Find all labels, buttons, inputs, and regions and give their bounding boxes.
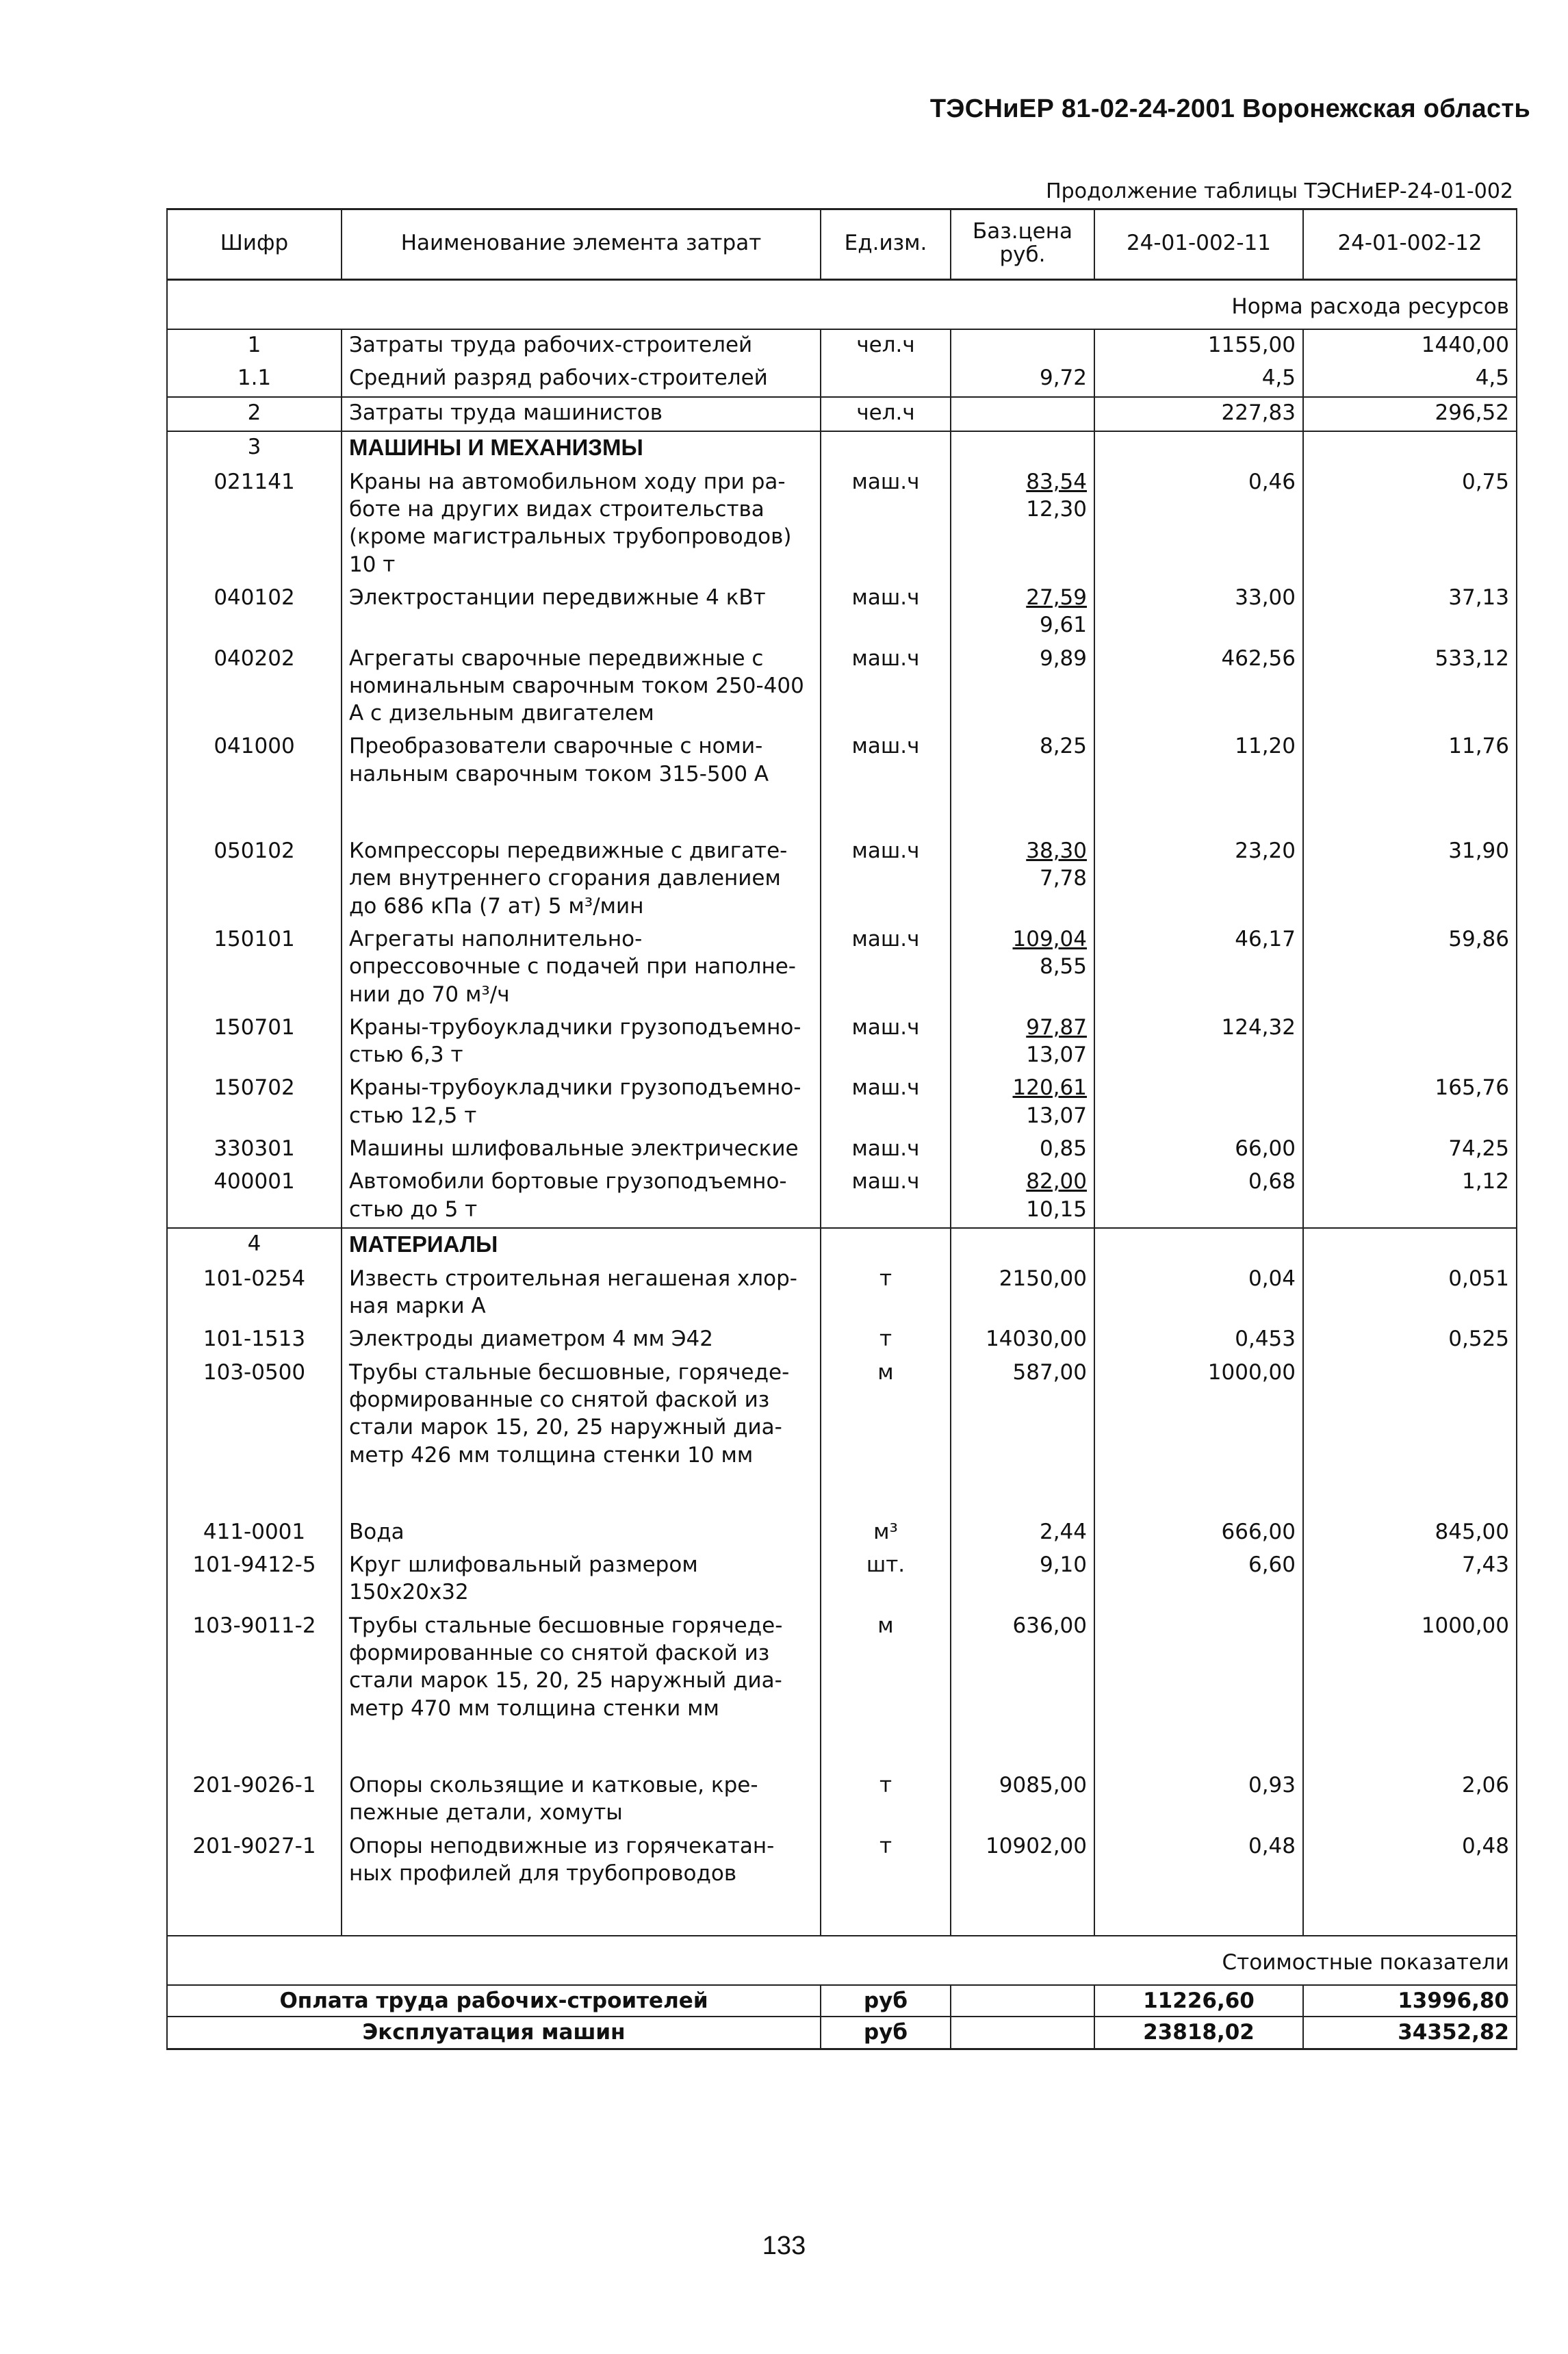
row-unit: маш.ч: [821, 836, 951, 924]
row-code: 400001: [167, 1166, 342, 1228]
machine-row: [167, 1012, 1517, 1073]
row-value-2: 1440,00: [1303, 329, 1517, 363]
band-norms-label: Норма расхода ресурсов: [167, 280, 1517, 330]
row-unit: м: [821, 1611, 951, 1770]
header-name: Наименование элемента затрат: [342, 209, 821, 280]
row-value-2: 4,5: [1303, 363, 1517, 396]
row-price: [951, 397, 1094, 431]
row-name: Краны на автомобильном ходу при ра- боте на других видах строительства (кроме магистральных трубопроводов) 10 т: [342, 467, 821, 583]
total-unit: руб: [821, 1985, 951, 2017]
machine-row: [167, 924, 1517, 1012]
row-price: 587,00: [951, 1357, 1094, 1517]
row-value-2: 1,12: [1303, 1166, 1517, 1228]
row-code: 103-9011-2: [167, 1611, 342, 1770]
material-row: [167, 1517, 1517, 1550]
row-price: [951, 583, 1094, 643]
row-name: Преобразователи сварочные с номи- нальным сварочным током 315-500 А: [342, 731, 821, 836]
labor-row: [167, 397, 1517, 431]
empty-cell: [1094, 431, 1303, 467]
material-row: [167, 1264, 1517, 1325]
material-row: [167, 1831, 1517, 1936]
header-unit: Ед.изм.: [821, 209, 951, 280]
machine-price: 97,87: [1026, 1014, 1087, 1040]
section-header-row: [167, 431, 1517, 467]
machine-row: [167, 1166, 1517, 1228]
row-value-1: 0,453: [1094, 1324, 1303, 1357]
machine-row: [167, 731, 1517, 836]
row-value-2: 1000,00: [1303, 1611, 1517, 1770]
row-price: 636,00: [951, 1611, 1094, 1770]
row-unit: т: [821, 1831, 951, 1936]
row-name: Известь строительная негашеная хлор- ная марки А: [342, 1264, 821, 1325]
row-value-2: 7,43: [1303, 1550, 1517, 1611]
row-code: 2: [167, 397, 342, 431]
row-name: Трубы стальные бесшовные, горячеде- формированные со снятой фаской из стали марок 15, 20, 25 наружный диа- метр 426 мм толщина стенки 10 мм: [342, 1357, 821, 1517]
row-value-1: 1155,00: [1094, 329, 1303, 363]
machine-price: 83,54: [1026, 469, 1087, 494]
total-row: [167, 2017, 1517, 2049]
row-value-2: 0,525: [1303, 1324, 1517, 1357]
section-number: 3: [167, 431, 342, 467]
section-number: 4: [167, 1228, 342, 1264]
section-header-row: [167, 1228, 1517, 1264]
band-costs: [167, 1936, 1517, 1985]
row-value-1: 0,46: [1094, 467, 1303, 583]
table-header-row: [167, 209, 1517, 280]
row-name: Агрегаты наполнительно- опрессовочные с подачей при наполне- нии до 70 м³/ч: [342, 924, 821, 1012]
row-price: 9,72: [951, 363, 1094, 396]
row-name: Краны-трубоукладчики грузоподъемно- стью 6,3 т: [342, 1012, 821, 1073]
row-price: [951, 643, 1094, 732]
row-code: 050102: [167, 836, 342, 924]
machine-row: [167, 467, 1517, 583]
row-price: 2150,00: [951, 1264, 1094, 1325]
row-value-1: 6,60: [1094, 1550, 1303, 1611]
total-value-2: 34352,82: [1303, 2017, 1517, 2049]
row-value-1: 0,48: [1094, 1831, 1303, 1936]
row-code: 040202: [167, 643, 342, 732]
row-unit: маш.ч: [821, 643, 951, 732]
row-price: [951, 1134, 1094, 1166]
machine-row: [167, 1073, 1517, 1134]
row-price: [951, 924, 1094, 1012]
row-value-2: 296,52: [1303, 397, 1517, 431]
row-name: Электроды диаметром 4 мм Э42: [342, 1324, 821, 1357]
row-value-1: [1094, 1073, 1303, 1134]
machine-operator-wage: 7,78: [1039, 866, 1087, 891]
material-row: [167, 1770, 1517, 1831]
total-row: [167, 1985, 1517, 2017]
machine-operator-wage: 9,61: [1039, 613, 1087, 638]
total-name: Оплата труда рабочих-строителей: [167, 1985, 821, 2017]
row-name: Трубы стальные бесшовные горячеде- формированные со снятой фаской из стали марок 15, 20, 25 наружный диа- метр 470 мм толщина стенки мм: [342, 1611, 821, 1770]
machine-operator-wage: 13,07: [1026, 1042, 1087, 1068]
total-value-2: 13996,80: [1303, 1985, 1517, 2017]
row-code: 150701: [167, 1012, 342, 1073]
row-value-2: 59,86: [1303, 924, 1517, 1012]
total-value-1: 11226,60: [1094, 1985, 1303, 2017]
row-price: 14030,00: [951, 1324, 1094, 1357]
header-code: Шифр: [167, 209, 342, 280]
row-code: 411-0001: [167, 1517, 342, 1550]
row-value-2: 533,12: [1303, 643, 1517, 732]
row-code: 150101: [167, 924, 342, 1012]
row-unit: маш.ч: [821, 1073, 951, 1134]
machine-row: [167, 836, 1517, 924]
row-value-2: 0,051: [1303, 1264, 1517, 1325]
row-value-1: 0,68: [1094, 1166, 1303, 1228]
row-value-2: 0,48: [1303, 1831, 1517, 1936]
empty-cell: [951, 1985, 1094, 2017]
row-value-1: 227,83: [1094, 397, 1303, 431]
row-value-1: 66,00: [1094, 1134, 1303, 1166]
row-value-2: 0,75: [1303, 467, 1517, 583]
row-value-1: 1000,00: [1094, 1357, 1303, 1517]
row-price: 2,44: [951, 1517, 1094, 1550]
empty-cell: [821, 431, 951, 467]
machine-price: 27,59: [1026, 585, 1087, 610]
row-name: Круг шлифовальный размером 150х20х32: [342, 1550, 821, 1611]
empty-cell: [821, 1228, 951, 1264]
row-price: 9085,00: [951, 1770, 1094, 1831]
band-norms: [167, 280, 1517, 330]
row-code: 1.1: [167, 363, 342, 396]
machine-price: 82,00: [1026, 1169, 1087, 1194]
machine-row: [167, 1134, 1517, 1166]
row-code: 1: [167, 329, 342, 363]
row-unit: маш.ч: [821, 467, 951, 583]
empty-cell: [951, 2017, 1094, 2049]
empty-cell: [1303, 1228, 1517, 1264]
row-unit: маш.ч: [821, 731, 951, 836]
machine-row: [167, 583, 1517, 643]
row-unit: м³: [821, 1517, 951, 1550]
row-code: 101-0254: [167, 1264, 342, 1325]
row-unit: маш.ч: [821, 583, 951, 643]
row-unit: [821, 363, 951, 396]
row-value-1: 23,20: [1094, 836, 1303, 924]
row-name: Агрегаты сварочные передвижные с номинальным сварочным током 250-400 А с дизельным двигателем: [342, 643, 821, 732]
row-unit: маш.ч: [821, 1134, 951, 1166]
machine-price: 9,89: [1039, 645, 1087, 671]
material-row: [167, 1611, 1517, 1770]
row-name: Краны-трубоукладчики грузоподъемно- стью 12,5 т: [342, 1073, 821, 1134]
empty-cell: [951, 1228, 1094, 1264]
empty-cell: [1094, 1228, 1303, 1264]
row-unit: чел.ч: [821, 329, 951, 363]
row-value-1: 46,17: [1094, 924, 1303, 1012]
row-unit: м: [821, 1357, 951, 1517]
row-unit: т: [821, 1770, 951, 1831]
row-name: Затраты труда машинистов: [342, 397, 821, 431]
row-unit: шт.: [821, 1550, 951, 1611]
machine-row: [167, 643, 1517, 732]
total-name: Эксплуатация машин: [167, 2017, 821, 2049]
row-name: Машины шлифовальные электрические: [342, 1134, 821, 1166]
row-price: [951, 836, 1094, 924]
row-value-1: 11,20: [1094, 731, 1303, 836]
machine-operator-wage: 10,15: [1026, 1197, 1087, 1222]
row-code: 150702: [167, 1073, 342, 1134]
row-name: Опоры неподвижные из горячекатан- ных профилей для трубопроводов: [342, 1831, 821, 1936]
empty-cell: [1303, 431, 1517, 467]
row-value-2: 11,76: [1303, 731, 1517, 836]
row-unit: маш.ч: [821, 924, 951, 1012]
row-code: 201-9027-1: [167, 1831, 342, 1936]
row-value-2: 2,06: [1303, 1770, 1517, 1831]
row-code: 101-9412-5: [167, 1550, 342, 1611]
row-value-1: 666,00: [1094, 1517, 1303, 1550]
row-name: Затраты труда рабочих-строителей: [342, 329, 821, 363]
row-price: [951, 329, 1094, 363]
row-value-1: 4,5: [1094, 363, 1303, 396]
row-price: [951, 1166, 1094, 1228]
labor-row: [167, 329, 1517, 363]
row-price: [951, 731, 1094, 836]
page-number: 133: [762, 2231, 806, 2260]
resource-norms-table: [166, 208, 1517, 2050]
machine-price: 8,25: [1039, 734, 1087, 759]
row-value-2: [1303, 1012, 1517, 1073]
row-unit: т: [821, 1324, 951, 1357]
band-costs-label: Стоимостные показатели: [167, 1936, 1517, 1985]
material-row: [167, 1550, 1517, 1611]
row-value-1: 0,04: [1094, 1264, 1303, 1325]
row-value-1: 0,93: [1094, 1770, 1303, 1831]
row-unit: маш.ч: [821, 1012, 951, 1073]
total-value-1: 23818,02: [1094, 2017, 1303, 2049]
row-value-1: 124,32: [1094, 1012, 1303, 1073]
header-price: Баз.цена руб.: [951, 209, 1094, 280]
row-code: 040102: [167, 583, 342, 643]
row-price: [951, 467, 1094, 583]
row-value-2: 165,76: [1303, 1073, 1517, 1134]
row-name: Электростанции передвижные 4 кВт: [342, 583, 821, 643]
row-name: Опоры скользящие и катковые, кре- пежные детали, хомуты: [342, 1770, 821, 1831]
row-code: 021141: [167, 467, 342, 583]
machine-price: 120,61: [1012, 1075, 1087, 1101]
section-title: МАТЕРИАЛЫ: [342, 1228, 821, 1264]
row-unit: маш.ч: [821, 1166, 951, 1228]
row-name: Средний разряд рабочих-строителей: [342, 363, 821, 396]
row-value-2: 74,25: [1303, 1134, 1517, 1166]
row-value-2: 31,90: [1303, 836, 1517, 924]
machine-price: 109,04: [1012, 926, 1087, 951]
row-value-2: 845,00: [1303, 1517, 1517, 1550]
row-value-2: 37,13: [1303, 583, 1517, 643]
machine-operator-wage: 8,55: [1039, 954, 1087, 980]
material-row: [167, 1357, 1517, 1517]
row-code: 201-9026-1: [167, 1770, 342, 1831]
labor-row: [167, 363, 1517, 396]
row-code: 103-0500: [167, 1357, 342, 1517]
row-price: 10902,00: [951, 1831, 1094, 1936]
row-price: [951, 1073, 1094, 1134]
row-value-2: [1303, 1357, 1517, 1517]
row-value-1: 33,00: [1094, 583, 1303, 643]
total-unit: руб: [821, 2017, 951, 2049]
row-name: Компрессоры передвижные с двигате- лем внутреннего сгорания давлением до 686 кПа (7 ат) 5 м³/мин: [342, 836, 821, 924]
material-row: [167, 1324, 1517, 1357]
row-unit: чел.ч: [821, 397, 951, 431]
row-name: Автомобили бортовые грузоподъемно- стью до 5 т: [342, 1166, 821, 1228]
table-continuation-caption: Продолжение таблицы ТЭСНиЕР-24-01-002: [1046, 179, 1513, 203]
empty-cell: [951, 431, 1094, 467]
row-unit: т: [821, 1264, 951, 1325]
row-name: Вода: [342, 1517, 821, 1550]
row-price: [951, 1012, 1094, 1073]
row-price: 9,10: [951, 1550, 1094, 1611]
document-title: ТЭСНиЕР 81-02-24-2001 Воронежская область: [929, 94, 1530, 123]
machine-operator-wage: 13,07: [1026, 1103, 1087, 1128]
row-code: 041000: [167, 731, 342, 836]
header-v1: 24-01-002-11: [1094, 209, 1303, 280]
machine-price: 38,30: [1026, 839, 1087, 864]
row-value-1: [1094, 1611, 1303, 1770]
row-value-1: 462,56: [1094, 643, 1303, 732]
section-title: МАШИНЫ И МЕХАНИЗМЫ: [342, 431, 821, 467]
header-v2: 24-01-002-12: [1303, 209, 1517, 280]
row-code: 101-1513: [167, 1324, 342, 1357]
row-code: 330301: [167, 1134, 342, 1166]
machine-operator-wage: 12,30: [1026, 497, 1087, 522]
machine-price: 0,85: [1039, 1136, 1087, 1162]
